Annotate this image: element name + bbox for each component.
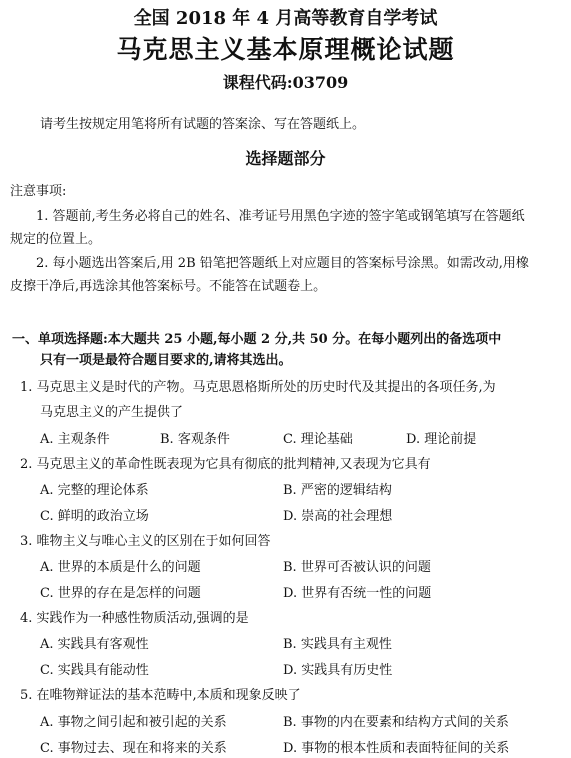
question-2-option-d: D. 崇高的社会理想: [283, 509, 393, 524]
question-1-stem-line-2: 马克思主义的产生提供了: [40, 405, 184, 420]
note-1-line-2: 规定的位置上。: [10, 232, 102, 247]
question-1-option-a: A. 主观条件: [40, 432, 110, 447]
question-2-stem: 2. 马克思主义的革命性既表现为它具有彻底的批判精神,又表现为它具有: [20, 457, 431, 472]
question-2-option-c: C. 鲜明的政治立场: [40, 509, 149, 524]
question-4-option-c: C. 实践具有能动性: [40, 663, 149, 678]
question-4-option-b: B. 实践具有主观性: [283, 637, 392, 652]
question-3-option-b: B. 世界可否被认识的问题: [283, 560, 431, 575]
question-3-stem: 3. 唯物主义与唯心主义的区别在于如何回答: [20, 534, 271, 549]
question-3-option-c: C. 世界的存在是怎样的问题: [40, 586, 201, 601]
question-1-option-d: D. 理论前提: [406, 432, 477, 447]
question-1-option-c: C. 理论基础: [283, 432, 353, 447]
question-2-option-b: B. 严密的逻辑结构: [283, 483, 392, 498]
part1-title-line-2: 只有一项是最符合题目要求的,请将其选出。: [40, 353, 292, 368]
question-1-option-b: B. 客观条件: [160, 432, 230, 447]
question-4-option-a: A. 实践具有客观性: [40, 637, 149, 652]
exam-line: 全国 2018 年 4 月高等教育自学考试: [133, 8, 438, 29]
question-4-option-d: D. 实践具有历史性: [283, 663, 393, 678]
exam-title: 马克思主义基本原理概论试题: [116, 35, 455, 64]
question-5-option-b: B. 事物的内在要素和结构方式间的关系: [283, 715, 509, 730]
section-title: 选择题部分: [245, 149, 326, 168]
question-2-option-a: A. 完整的理论体系: [40, 483, 149, 498]
question-3-option-a: A. 世界的本质是什么的问题: [40, 560, 201, 575]
course-code: 课程代码:03709: [222, 73, 349, 92]
question-5-option-d: D. 事物的根本性质和表面特征间的关系: [283, 741, 510, 756]
question-5-stem: 5. 在唯物辩证法的基本范畴中,本质和现象反映了: [20, 688, 301, 703]
question-3-option-d: D. 世界有否统一性的问题: [283, 586, 432, 601]
note-2-line-2: 皮擦干净后,再选涂其他答案标号。不能答在试题卷上。: [10, 279, 327, 294]
question-1-stem-line-1: 1. 马克思主义是时代的产物。马克思恩格斯所处的历史时代及其提出的各项任务,为: [20, 380, 496, 395]
question-5-option-a: A. 事物之间引起和被引起的关系: [40, 715, 227, 730]
note-2-line-1: 2. 每小题选出答案后,用 2B 铅笔把答题纸上对应题目的答案标号涂黑。如需改动,用橡: [36, 256, 529, 271]
notes-title: 注意事项:: [10, 184, 67, 199]
note-1-line-1: 1. 答题前,考生务必将自己的姓名、准考证号用黑色字迹的签字笔或钢笔填写在答题纸: [36, 209, 525, 224]
part1-title-line-1: 一、单项选择题:本大题共 25 小题,每小题 2 分,共 50 分。在每小题列出的备选项中: [12, 332, 502, 347]
question-5-option-c: C. 事物过去、现在和将来的关系: [40, 741, 227, 756]
question-4-stem: 4. 实践作为一种感性物质活动,强调的是: [20, 611, 249, 626]
intro-instruction: 请考生按规定用笔将所有试题的答案涂、写在答题纸上。: [40, 117, 366, 132]
